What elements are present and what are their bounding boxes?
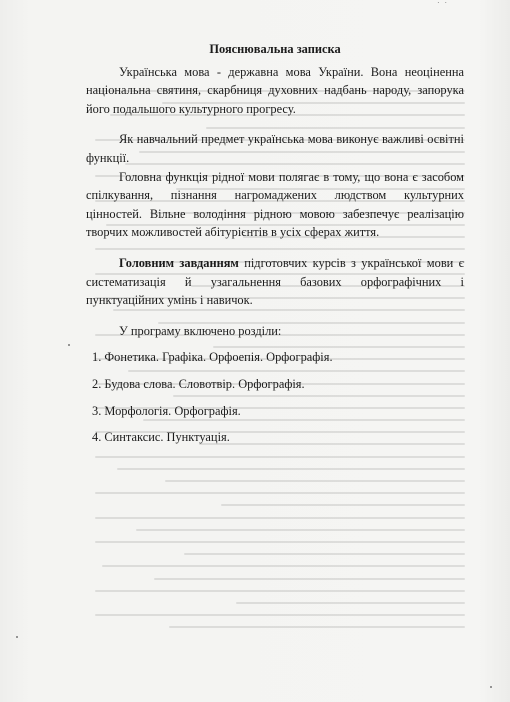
main-tasks-text: підготовчих курсів з української мови є систематизація й узагальнення базових орфографічних і пунктуаційних умінь і навичок. xyxy=(86,255,464,308)
page-corner-mark: ˙ ˙ xyxy=(436,2,448,12)
paragraph-educational-functions: Як навчальний предмет українська мова виконує важливі освітні функції. xyxy=(86,132,464,165)
list-item: 1. Фонетика. Графіка. Орфоепія. Орфографія. xyxy=(92,350,333,365)
paragraph-main-function: Головна функція рідної мови полягає в тому, що вона є засобом спілкування, пізнання нагромаджених людством культурних цінностей. Вільне володіння рідною мовою забезпечує реалізацію творчих можливостей абітурієнтів в усіх сферах життя. xyxy=(86,169,464,240)
document-body xyxy=(86,40,464,455)
list-item: 4. Синтаксис. Пунктуація. xyxy=(92,430,230,445)
paragraph-main-tasks xyxy=(86,254,464,310)
scan-speck xyxy=(68,344,70,346)
program-intro: У програму включено розділи: xyxy=(119,323,282,338)
main-tasks-emphasis: Головним завданням xyxy=(119,255,239,270)
paragraph-state-language: Українська мова - державна мова України. Вона неоціненна національна святиня, скарбниця духовних надбань народу, запорука його подальшого культурного прогресу. xyxy=(86,64,464,116)
scan-speck xyxy=(490,686,492,688)
list-item: 2. Будова слова. Словотвір. Орфографія. xyxy=(92,376,305,391)
list-item: 3. Морфологія. Орфографія. xyxy=(92,403,241,418)
program-sections-list xyxy=(86,348,464,446)
document-title: Пояснювальна записка xyxy=(209,42,341,56)
scan-speck xyxy=(16,636,18,638)
